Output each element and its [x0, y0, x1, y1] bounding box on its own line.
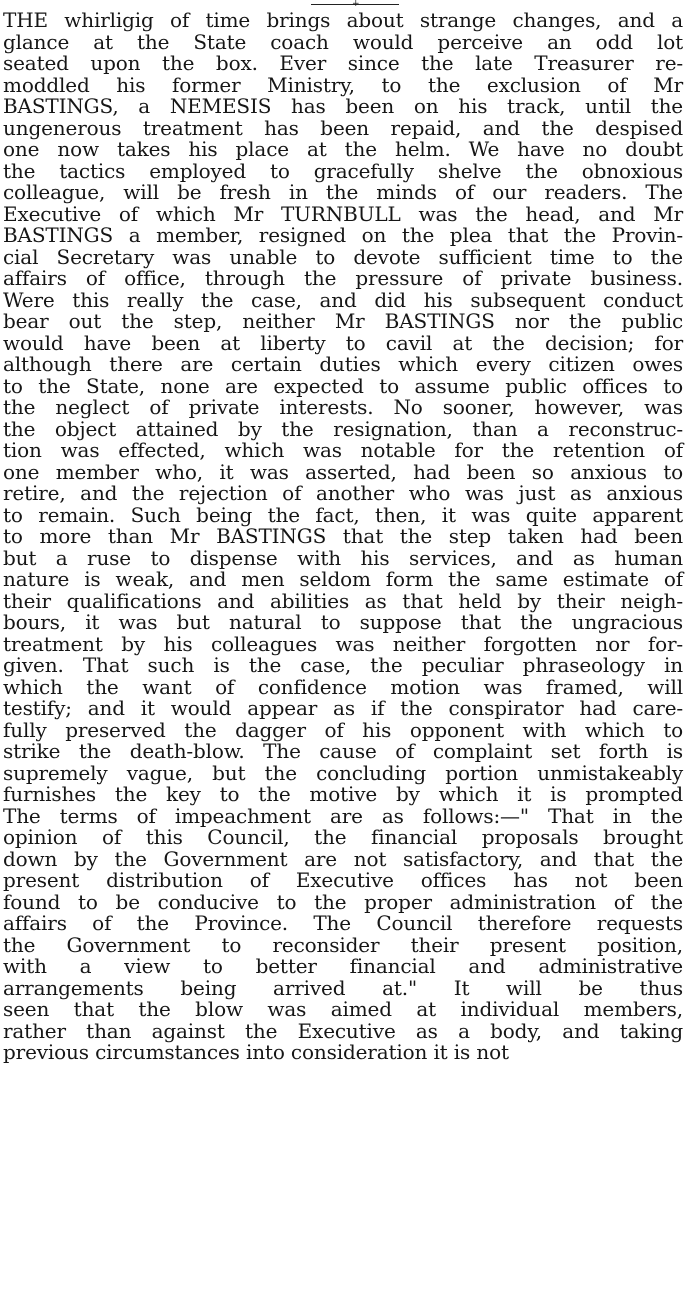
article-line: rather than against the Executive as a body, and taking — [3, 1018, 683, 1043]
article-line: testify; and it would appear as if the conspirator had care- — [3, 696, 683, 720]
article-line: arrangements being arrived at." It will be thus — [3, 975, 683, 1000]
article-line: to more than Mr BASTINGS that the step taken had been — [3, 524, 683, 548]
article-line: cial Secretary was unable to devote sufficient time to the — [3, 244, 683, 269]
article-line: found to be conducive to the proper administration of the — [3, 889, 683, 914]
article-line: seated upon the box. Ever since the late Treasurer re- — [3, 51, 683, 75]
article-line: treatment by his colleagues was neither forgotten nor for- — [3, 631, 683, 656]
article-line: BASTINGS, a NEMESIS has been on his track, until the — [3, 94, 683, 118]
article-line: ungenerous treatment has been repaid, and the despised — [3, 115, 683, 140]
article-line: BASTINGS a member, resigned on the plea that the Provin- — [3, 223, 683, 247]
article-line: given. That such is the case, the peculiar phraseology in — [3, 653, 683, 677]
article-line: retire, and the rejection of another who was just as anxious — [3, 481, 683, 505]
article-line: the neglect of private interests. No sooner, however, was — [3, 395, 683, 419]
article-line: nature is weak, and men seldom form the same estimate of — [3, 567, 683, 591]
article-line: the object attained by the resignation, than a reconstruc- — [3, 416, 683, 441]
article-line: although there are certain duties which every citizen owes — [3, 352, 683, 376]
article-line: opinion of this Council, the financial proposals brought — [3, 825, 683, 849]
article-line: with a view to better financial and administrative — [3, 954, 683, 978]
article-line: affairs of the Province. The Council therefore requests — [3, 911, 683, 935]
article-line: one member who, it was asserted, had been so anxious to — [3, 459, 683, 484]
article-line: the Government to reconsider their present position, — [3, 932, 683, 957]
section-divider — [0, 0, 686, 8]
article-line: down by the Government are not satisfactory, and that the — [3, 846, 683, 871]
article-body — [3, 10, 683, 1064]
article-line: seen that the blow was aimed at individual members, — [3, 997, 683, 1021]
article-line: strike the death-blow. The cause of complaint set forth is — [3, 739, 683, 763]
article-line: glance at the State coach would perceive an odd lot — [3, 29, 683, 54]
article-line: would have been at liberty to cavil at the decision; for — [3, 330, 683, 355]
article-line: tion was effected, which was notable for the retention of — [3, 438, 683, 462]
article-line: to remain. Such being the fact, then, it was quite apparent — [3, 502, 683, 527]
article-line: present distribution of Executive offices has not been — [3, 868, 683, 892]
article-line: previous circumstances into consideration it is not — [3, 1040, 509, 1064]
article-line: The terms of impeachment are as follows:—" That in the — [3, 803, 683, 828]
article-line: to the State, none are expected to assume public offices to — [3, 373, 683, 398]
article-line: bours, it was but natural to suppose that the ungracious — [3, 610, 683, 634]
article-line: the tactics employed to gracefully shelve the obnoxious — [3, 158, 683, 183]
divider-ornament: + — [352, 0, 360, 9]
article-line: one now takes his place at the helm. We have no doubt — [3, 137, 683, 161]
article-line: their qualifications and abilities as that held by their neigh- — [3, 588, 683, 613]
article-line: colleague, will be fresh in the minds of our readers. The — [3, 180, 683, 204]
article-line: moddled his former Ministry, to the exclusion of Mr — [3, 72, 683, 97]
article-line: which the want of confidence motion was framed, will — [3, 674, 683, 699]
article-line: Were this really the case, and did his subsequent conduct — [3, 287, 683, 312]
article-line: supremely vague, but the concluding portion unmistakeably — [3, 760, 683, 785]
article-line: THE whirligig of time brings about strange changes, and a — [3, 8, 683, 32]
article-line: bear out the step, neither Mr BASTINGS nor the public — [3, 309, 683, 333]
article-line: Executive of which Mr TURNBULL was the head, and Mr — [3, 201, 683, 226]
article-line: fully preserved the dagger of his opponent with which to — [3, 717, 683, 742]
article-line: furnishes the key to the motive by which it is prompted — [3, 782, 683, 806]
article-line: but a ruse to dispense with his services, and as human — [3, 545, 683, 570]
article-line: affairs of office, through the pressure of private business. — [3, 266, 683, 290]
